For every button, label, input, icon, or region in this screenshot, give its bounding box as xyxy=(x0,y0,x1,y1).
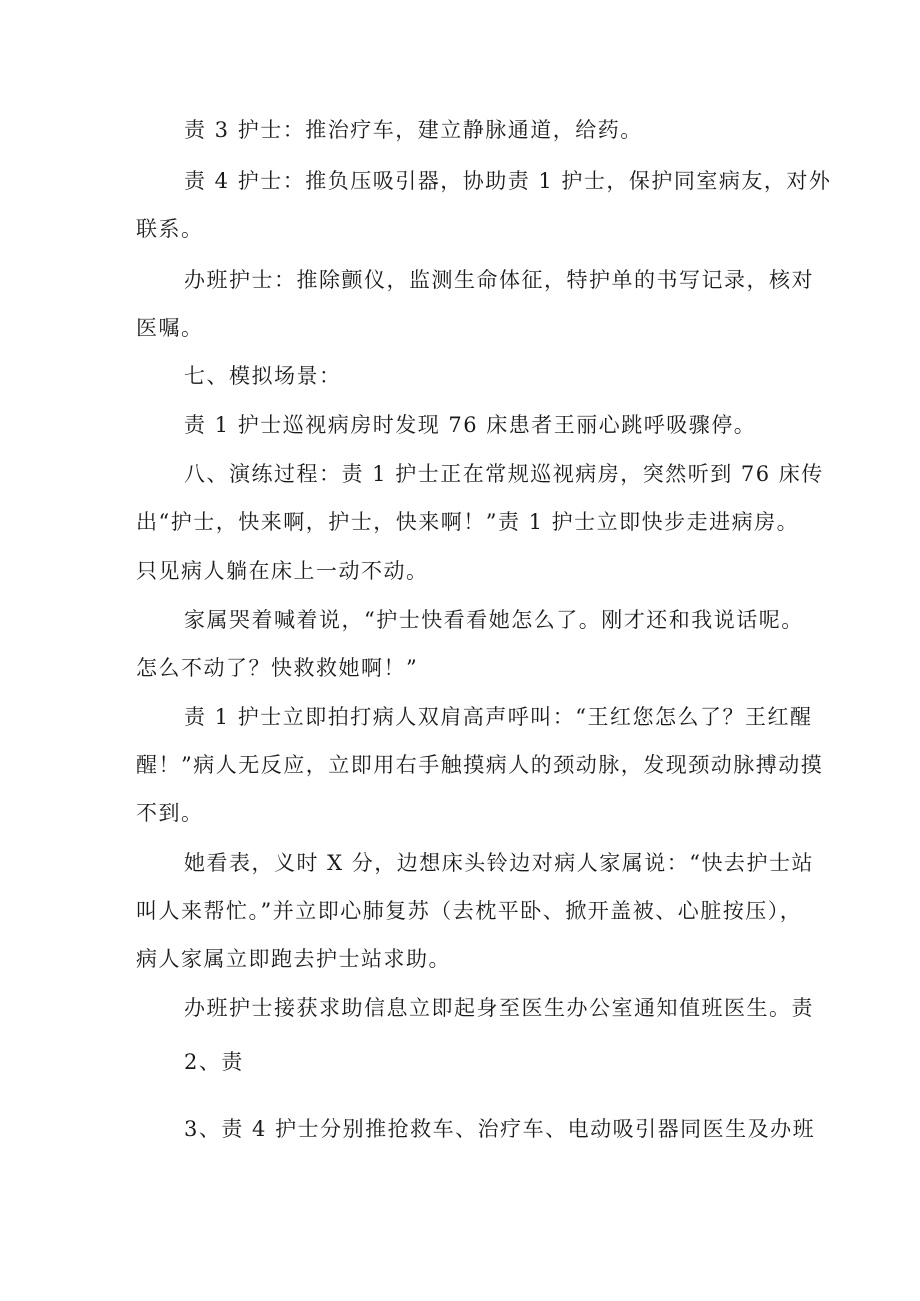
text-line: 责 4 护士：推负压吸引器，协助责 1 护士，保护同室病友，对外 xyxy=(184,169,832,193)
section-heading-line: 八、演练过程：责 1 护士正在常规巡视病房，突然听到 76 床传 xyxy=(184,462,824,486)
text-line: 怎么不动了？快救救她啊！” xyxy=(136,656,419,680)
text-line: 出“护士，快来啊，护士，快来啊！”责 1 护士立即快步走进病房。 xyxy=(136,510,800,534)
text-line: 家属哭着喊着说，“护士快看看她怎么了。刚才还和我说话呢。 xyxy=(184,608,804,632)
text-line: 病人家属立即跑去护士站求助。 xyxy=(136,947,451,971)
text-line: 责 1 护士巡视病房时发现 76 床患者王丽心跳呼吸骤停。 xyxy=(184,413,757,437)
text-line: 责 1 护士立即拍打病人双肩高声呼叫：“王红您怎么了？王红醒 xyxy=(184,705,813,729)
text-line: 2、责 xyxy=(184,1050,244,1074)
section-heading: 七、模拟场景： xyxy=(184,364,342,388)
text-line: 办班护士：推除颤仪，监测生命体征，特护单的书写记录，核对 xyxy=(184,268,814,292)
text-line: 她看表，义时 X 分，边想床头铃边对病人家属说：“快去护士站 xyxy=(184,851,815,875)
text-line: 叫人来帮忙。”并立即心肺复苏（去枕平卧、掀开盖被、心脏按压）， xyxy=(136,899,803,923)
text-line: 醒！”病人无反应，立即用右手触摸病人的颈动脉，发现颈动脉搏动摸 xyxy=(136,753,824,777)
text-line: 医嘱。 xyxy=(136,316,204,340)
text-line: 责 3 护士：推治疗车，建立静脉通道，给药。 xyxy=(184,118,643,142)
text-line: 3、责 4 护士分别推抢救车、治疗车、电动吸引器同医生及办班 xyxy=(184,1117,816,1141)
text-line: 办班护士接获求助信息立即起身至医生办公室通知值班医生。责 xyxy=(184,996,814,1020)
text-line: 只见病人躺在床上一动不动。 xyxy=(136,559,429,583)
text-line: 不到。 xyxy=(136,801,204,825)
text-line: 联系。 xyxy=(136,217,204,241)
